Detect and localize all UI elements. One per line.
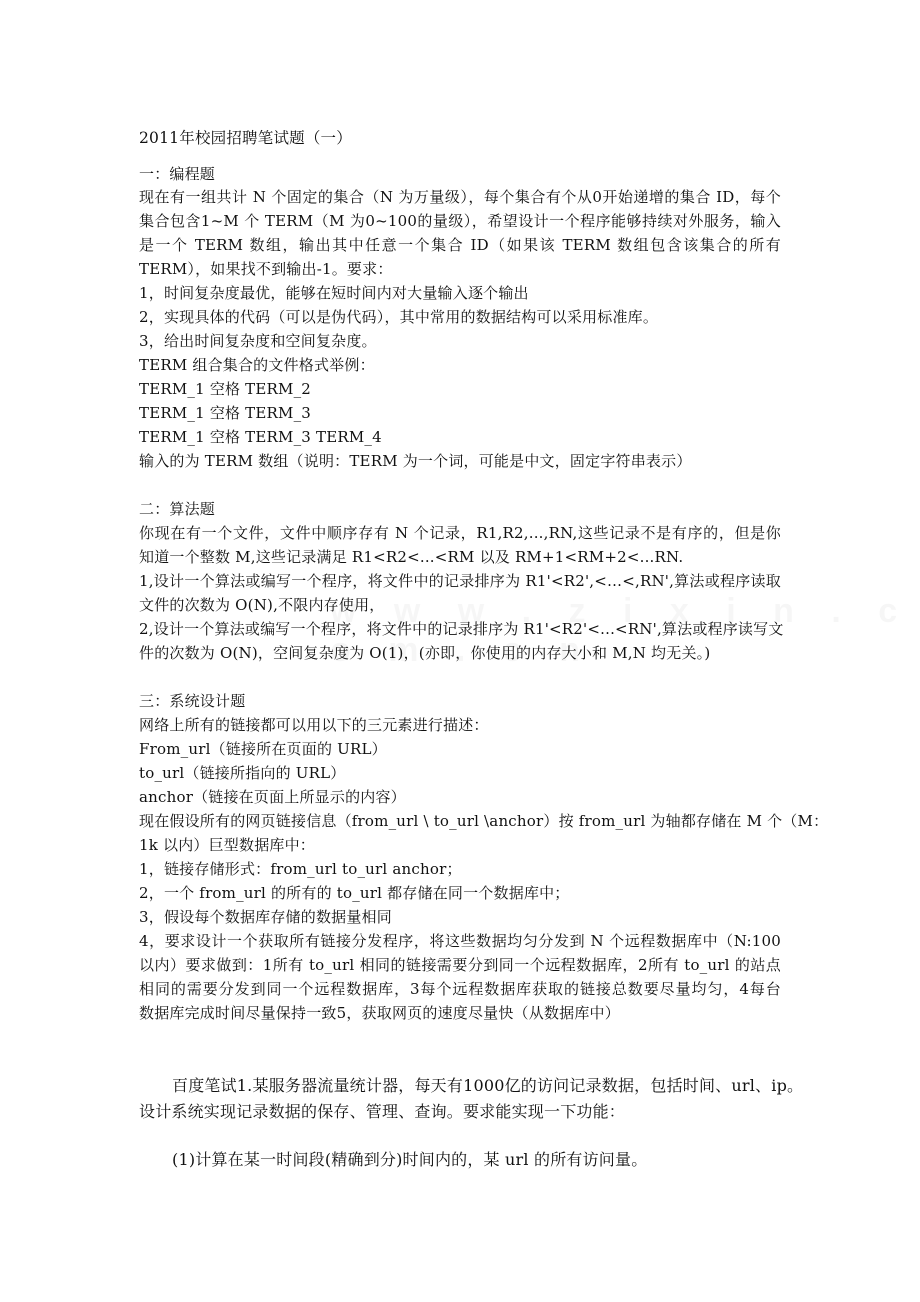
section3-line: 相同的需要分发到同一个远程数据库，3每个远程数据库获取的链接总数要尽量均匀，4每台 [139, 980, 781, 998]
section3-line: 4，要求设计一个获取所有链接分发程序，将这些数据均匀分发到 N 个远程数据库中（N:100 [139, 932, 781, 950]
section3-line: 2，一个 from_url 的所有的 to_url 都存储在同一个数据库中； [139, 884, 570, 902]
section1-line: TERM_1 空格 TERM_3 TERM_4 [139, 428, 382, 446]
document-title: 2011年校园招聘笔试题（一） [139, 129, 352, 147]
baidu-question-subitem: (1)计算在某一时间段(精确到分)时间内的，某 url 的所有访问量。 [172, 1150, 648, 1169]
section3-line: 网络上所有的链接都可以用以下的三元素进行描述： [139, 716, 489, 734]
section2-line: 件的次数为 O(N)，空间复杂度为 O(1)，(亦即，你使用的内存大小和 M,N 均无关。) [139, 644, 711, 662]
section1-line: 1，时间复杂度最优，能够在短时间内对大量输入逐个输出 [139, 284, 529, 302]
section1-line: 输入的为 TERM 数组（说明：TERM 为一个词，可能是中文，固定字符串表示） [139, 452, 692, 470]
section3-line: 3，假设每个数据库存储的数据量相同 [139, 908, 392, 926]
section-heading-programming: 一：编程题 [139, 165, 216, 183]
section1-line: 是一个 TERM 数组，输出其中任意一个集合 ID（如果该 TERM 数组包含该集合的所有 [139, 236, 781, 254]
section3-line: 现在假设所有的网页链接信息（from_url \ to_url \anchor）按 from_url 为轴都存储在 M 个（M： [139, 812, 829, 830]
section1-line: 2，实现具体的代码（可以是伪代码），其中常用的数据结构可以采用标准库。 [139, 308, 659, 326]
section-heading-algorithm: 二：算法题 [139, 500, 216, 518]
section1-line: 集合包含1~M 个 TERM（M 为0~100的量级），希望设计一个程序能够持续对外服务，输入 [139, 212, 781, 230]
section-heading-system-design: 三：系统设计题 [139, 692, 246, 710]
section1-line: 3，给出时间复杂度和空间复杂度。 [139, 332, 377, 350]
section2-line: 文件的次数为 O(N),不限内存使用， [139, 596, 385, 614]
section1-line: TERM），如果找不到输出-1。要求： [139, 260, 393, 278]
section3-line: to_url（链接所指向的 URL） [139, 764, 346, 782]
baidu-question-line: 百度笔试1.某服务器流量统计器，每天有1000亿的访问记录数据，包括时间、url、ip。 [172, 1076, 804, 1095]
section3-line: 1，链接存储形式：from_url to_url anchor； [139, 860, 462, 878]
section3-line: From_url（链接所在页面的 URL） [139, 740, 387, 758]
section1-line: 现在有一组共计 N 个固定的集合（N 为万量级），每个集合有个从0开始递增的集合 ID，每个 [139, 188, 781, 206]
section2-line: 2,设计一个算法或编写一个程序，将文件中的记录排序为 R1'<R2'<...<RN',算法或程序读写文 [139, 620, 784, 638]
section2-line: 你现在有一个文件，文件中顺序存有 N 个记录，R1,R2,...,RN,这些记录不是有序的，但是你 [139, 524, 781, 542]
section2-line: 1,设计一个算法或编写一个程序，将文件中的记录排序为 R1'<R2',<…<,RN',算法或程序读取 [139, 572, 781, 590]
section3-line: 1k 以内）巨型数据库中： [139, 836, 316, 854]
baidu-question-line: 设计系统实现记录数据的保存、管理、查询。要求能实现一下功能： [139, 1102, 626, 1121]
section1-line: TERM 组合集合的文件格式举例： [139, 356, 375, 374]
section3-line: anchor（链接在页面上所显示的内容） [139, 788, 406, 806]
section3-line: 以内）要求做到：1所有 to_url 相同的链接需要分到同一个远程数据库，2所有 to_url 的站点 [139, 956, 781, 974]
section1-line: TERM_1 空格 TERM_3 [139, 404, 312, 422]
section1-line: TERM_1 空格 TERM_2 [139, 380, 312, 398]
section2-line: 知道一个整数 M,这些记录满足 R1<R2<...<RM 以及 RM+1<RM+2<...RN. [139, 548, 684, 566]
section3-line: 数据库完成时间尽量保持一致5，获取网页的速度尽量快（从数据库中） [139, 1004, 620, 1022]
